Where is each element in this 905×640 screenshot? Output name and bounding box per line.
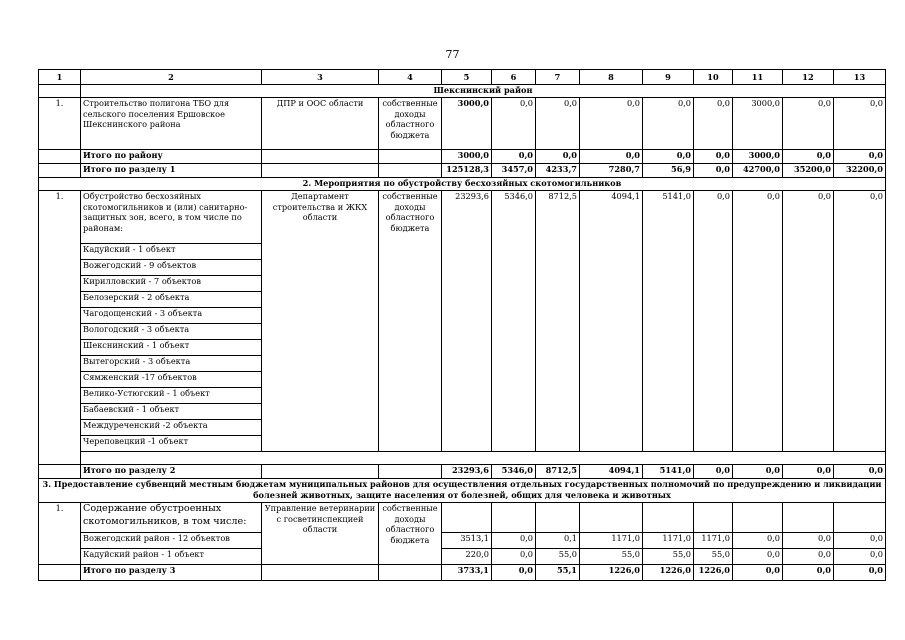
table-row [39, 503, 886, 533]
district-item: Шекснинский - 1 объект [81, 340, 262, 356]
district-item: Вологодский - 3 объекта [81, 324, 262, 340]
spacer-row [39, 452, 886, 465]
total-label: Итого по району [81, 150, 262, 164]
total-row [39, 164, 886, 178]
value-cell: 0,0 [694, 150, 733, 164]
district-item: Бабаевский - 1 объект [81, 404, 262, 420]
header-cell: 4 [379, 70, 442, 85]
value-cell: 0,0 [834, 565, 886, 581]
executor: Департамент строительства и ЖКХ области [262, 191, 379, 452]
value-cell: 0,0 [834, 150, 886, 164]
district-item: Вожегодский - 9 объектов [81, 260, 262, 276]
item-name: Вожегодский район - 12 объектов [81, 533, 262, 549]
value-cell: 0,0 [694, 98, 733, 150]
table-row [39, 98, 886, 150]
value-cell: 5141,0 [643, 465, 694, 479]
value-cell: 55,0 [536, 549, 580, 565]
value-cell: 55,0 [580, 549, 643, 565]
executor: ДПР и ООС области [262, 98, 379, 150]
value-cell: 0,0 [492, 565, 536, 581]
value-cell: 0,0 [536, 150, 580, 164]
value-cell: 0,0 [834, 98, 886, 150]
value-cell: 0,0 [783, 191, 834, 452]
row-number: 1. [39, 98, 81, 150]
section-heading-row [39, 178, 886, 191]
value-cell: 125128,3 [442, 164, 492, 178]
value-cell: 5346,0 [492, 191, 536, 452]
item-name: Содержание обустроенных скотомогильников, в том числе: [81, 503, 262, 533]
value-cell: 1171,0 [694, 533, 733, 549]
value-cell: 23293,6 [442, 465, 492, 479]
value-cell: 0,0 [580, 150, 643, 164]
value-cell: 3000,0 [442, 150, 492, 164]
district-item: Белозерский - 2 объекта [81, 292, 262, 308]
value-cell: 0,0 [783, 533, 834, 549]
value-cell: 0,0 [643, 98, 694, 150]
value-cell: 0,0 [733, 533, 783, 549]
value-cell: 0,0 [733, 549, 783, 565]
value-cell: 0,0 [643, 150, 694, 164]
table-row [39, 549, 886, 565]
value-cell: 4233,7 [536, 164, 580, 178]
value-cell: 0,0 [492, 150, 536, 164]
value-cell: 5346,0 [492, 465, 536, 479]
header-cell: 13 [834, 70, 886, 85]
funding-source: собственные доходы областного бюджета [379, 503, 442, 565]
header-cell: 1 [39, 70, 81, 85]
value-cell: 0,0 [783, 150, 834, 164]
value-cell: 3733,1 [442, 565, 492, 581]
total-label: Итого по разделу 2 [81, 465, 262, 479]
total-label: Итого по разделу 3 [81, 565, 262, 581]
value-cell: 0,0 [536, 98, 580, 150]
value-cell: 3000,0 [442, 98, 492, 150]
item-name: Строительство полигона ТБО для сельского поселения Ершовское Шекснинского района [81, 98, 262, 150]
value-cell: 1226,0 [694, 565, 733, 581]
value-cell: 3457,0 [492, 164, 536, 178]
district-heading-row [39, 85, 886, 98]
header-cell: 7 [536, 70, 580, 85]
table-row [39, 191, 886, 244]
district-item: Велико-Устюгский - 1 объект [81, 388, 262, 404]
budget-table [38, 69, 886, 581]
value-cell: 1226,0 [580, 565, 643, 581]
value-cell: 0,0 [834, 533, 886, 549]
value-cell: 0,0 [492, 533, 536, 549]
header-cell: 11 [733, 70, 783, 85]
value-cell: 4094,1 [580, 191, 643, 452]
total-row [39, 565, 886, 581]
value-cell: 7280,7 [580, 164, 643, 178]
value-cell: 5141,0 [643, 191, 694, 452]
value-cell: 0,0 [733, 465, 783, 479]
section-heading: 3. Предоставление субвенций местным бюджетам муниципальных районов для осуществления отдельных государственных полномочий по предупреждению и ликвидации болезней животных, защите населения от болезней, общих для человека и животных [39, 479, 886, 503]
value-cell: 0,0 [580, 98, 643, 150]
value-cell: 0,0 [733, 565, 783, 581]
item-name: Обустройство бесхозяйных скотомогильников и (или) санитарно-защитных зон, всего, в том числе по районам: [81, 191, 262, 244]
district-item: Кирилловский - 7 объектов [81, 276, 262, 292]
value-cell: 4094,1 [580, 465, 643, 479]
funding-source: собственные доходы областного бюджета [379, 98, 442, 150]
value-cell: 3000,0 [733, 98, 783, 150]
value-cell: 0,0 [834, 191, 886, 452]
value-cell: 3000,0 [733, 150, 783, 164]
value-cell: 0,0 [834, 465, 886, 479]
value-cell: 23293,6 [442, 191, 492, 452]
section-heading-row [39, 479, 886, 503]
header-cell: 8 [580, 70, 643, 85]
section-heading: 2. Мероприятия по обустройству бесхозяйных скотомогильников [39, 178, 886, 191]
value-cell: 0,0 [492, 549, 536, 565]
value-cell: 0,0 [783, 465, 834, 479]
value-cell: 0,0 [492, 98, 536, 150]
value-cell: 0,0 [783, 565, 834, 581]
table-row [39, 533, 886, 549]
value-cell: 8712,5 [536, 465, 580, 479]
district-item: Междуреченский -2 объекта [81, 420, 262, 436]
row-number: 1. [39, 191, 81, 465]
value-cell: 1171,0 [643, 533, 694, 549]
executor: Управление ветеринарии с госветинспекцией области [262, 503, 379, 565]
value-cell: 1226,0 [643, 565, 694, 581]
header-cell: 9 [643, 70, 694, 85]
district-item: Вытегорский - 3 объекта [81, 356, 262, 372]
value-cell: 0,0 [694, 164, 733, 178]
value-cell: 0,0 [733, 191, 783, 452]
value-cell: 42700,0 [733, 164, 783, 178]
district-item: Череповецкий -1 объект [81, 436, 262, 452]
value-cell: 1171,0 [580, 533, 643, 549]
value-cell: 0,0 [783, 549, 834, 565]
total-row [39, 150, 886, 164]
value-cell: 0,0 [783, 98, 834, 150]
header-cell: 10 [694, 70, 733, 85]
value-cell: 8712,5 [536, 191, 580, 452]
value-cell: 0,0 [694, 465, 733, 479]
value-cell: 0,0 [834, 549, 886, 565]
value-cell: 0,1 [536, 533, 580, 549]
header-cell: 3 [262, 70, 379, 85]
total-label: Итого по разделу 1 [81, 164, 262, 178]
value-cell: 220,0 [442, 549, 492, 565]
district-item: Чагодощенский - 3 объекта [81, 308, 262, 324]
header-cell: 2 [81, 70, 262, 85]
value-cell: 55,1 [536, 565, 580, 581]
value-cell: 35200,0 [783, 164, 834, 178]
header-cell: 5 [442, 70, 492, 85]
district-heading: Шекснинский район [81, 85, 886, 98]
header-cell: 6 [492, 70, 536, 85]
district-item: Сямженский -17 объектов [81, 372, 262, 388]
column-number-header [39, 70, 886, 85]
district-item: Кадуйский - 1 объект [81, 244, 262, 260]
value-cell: 56,9 [643, 164, 694, 178]
total-row [39, 465, 886, 479]
item-name: Кадуйский район - 1 объект [81, 549, 262, 565]
value-cell: 3513,1 [442, 533, 492, 549]
value-cell: 55,0 [643, 549, 694, 565]
header-cell: 12 [783, 70, 834, 85]
page-number: 77 [445, 48, 460, 61]
value-cell: 0,0 [694, 191, 733, 452]
value-cell: 32200,0 [834, 164, 886, 178]
funding-source: собственные доходы областного бюджета [379, 191, 442, 452]
value-cell: 55,0 [694, 549, 733, 565]
row-number: 1. [39, 503, 81, 565]
